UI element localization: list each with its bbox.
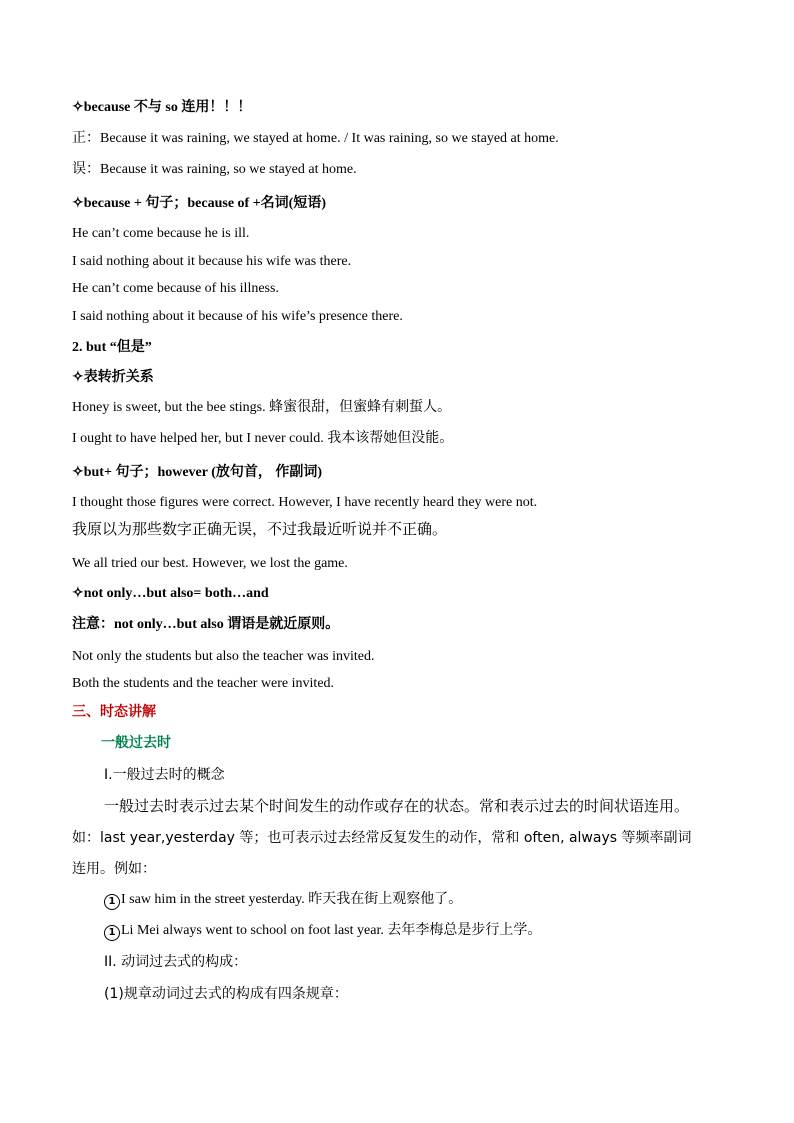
note-heading: 注意：not only…but also 谓语是就近原则。	[72, 617, 340, 632]
section-heading-contrast: ✧表转折关系	[72, 370, 154, 385]
example-sentence: I ought to have helped her, but I never could. 我本该帮她但没能。	[72, 431, 454, 446]
numbered-example	[104, 922, 541, 941]
example-sentence: We all tried our best. However, we lost the game.	[72, 556, 348, 571]
section-heading-because-so: ✧because 不与 so 连用！！！	[72, 100, 252, 115]
circled-number-icon: 1	[104, 894, 120, 910]
section-heading-because-of: ✧because + 句子；because of +名词(短语)	[72, 196, 326, 211]
concept-paragraph-cont: 如：last year,yesterday 等；也可表示过去经常反复发生的动作，常和 often, always 等频率副词	[72, 830, 692, 846]
example-sentence: He can’t come because he is ill.	[72, 226, 250, 241]
example-translation: 我原以为那些数字正确无误，不过我最近听说并不正确。	[72, 520, 448, 538]
concept-paragraph-end: 连用。例如：	[72, 861, 156, 877]
formation-rule-heading: (1)规章动词过去式的构成有四条规章：	[104, 986, 348, 1002]
example-sentence: I said nothing about it because of his wife’s presence there.	[72, 309, 403, 324]
circled-number-icon: 1	[104, 925, 120, 941]
section-heading-not-only: ✧not only…but also= both…and	[72, 586, 269, 601]
formation-heading: II. 动词过去式的构成：	[104, 954, 248, 970]
subsection-heading-but: 2. but “但是”	[72, 340, 152, 355]
concept-paragraph: 一般过去时表示过去某个时间发生的动作或存在的状态。常和表示过去的时间状语连用。	[104, 797, 690, 815]
correct-example: 正：Because it was raining, we stayed at home. / It was raining, so we stayed at home.	[72, 131, 559, 146]
wrong-example: 误：Because it was raining, so we stayed at home.	[72, 162, 357, 177]
example-text: Li Mei always went to school on foot last year. 去年李梅总是步行上学。	[121, 923, 542, 938]
example-text: I saw him in the street yesterday. 昨天我在街上观察他了。	[121, 892, 463, 907]
tense-title: 一般过去时	[101, 736, 171, 751]
example-sentence: Not only the students but also the teacher was invited.	[72, 649, 375, 664]
example-sentence: Both the students and the teacher were invited.	[72, 676, 335, 691]
example-sentence: Honey is sweet, but the bee stings. 蜂蜜很甜，但蜜蜂有刺蜇人。	[72, 400, 452, 415]
section-heading-however: ✧but+ 句子；however (放句首， 作副词)	[72, 465, 323, 480]
example-sentence: He can’t come because of his illness.	[72, 281, 279, 296]
numbered-example	[104, 891, 462, 910]
concept-heading: I.一般过去时的概念	[104, 767, 225, 783]
example-sentence: I said nothing about it because his wife was there.	[72, 254, 352, 269]
example-sentence: I thought those figures were correct. However, I have recently heard they were not.	[72, 495, 538, 510]
chapter-heading-tense: 三、时态讲解	[72, 705, 156, 720]
